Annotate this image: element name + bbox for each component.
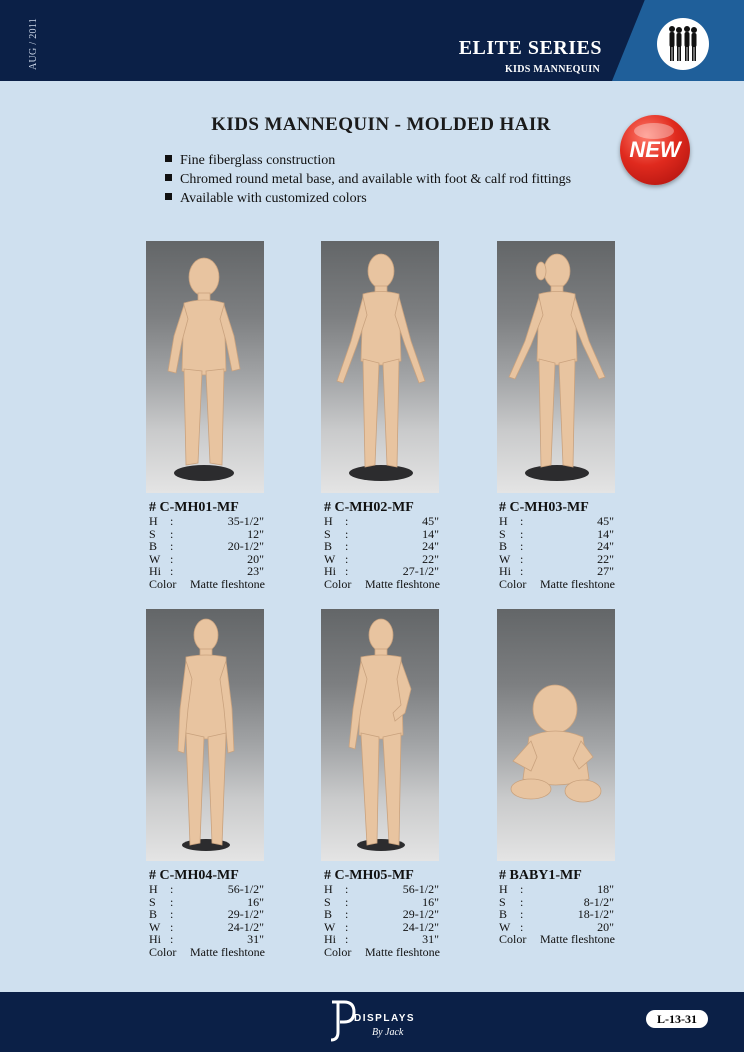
product-spec-baby1	[499, 868, 659, 946]
product-code: # C-MH01-MF	[149, 500, 239, 515]
color-row: Color Matte fleshtone	[324, 576, 440, 591]
spec-row: Hi : 31"	[149, 932, 264, 947]
spec-row: H : 35-1/2"	[149, 514, 264, 528]
spec-row: S : 12"	[149, 526, 264, 541]
product-code: # BABY1-MF	[499, 868, 582, 883]
color-row: Color Matte fleshtone	[149, 576, 265, 591]
spec-row: W : 20"	[149, 551, 264, 566]
standing-child-mannequin-image	[321, 241, 439, 493]
spec-row: Hi : 31"	[324, 932, 439, 947]
product-photo-c-mh03	[497, 241, 615, 493]
brand-tagline: By Jack	[372, 1027, 404, 1038]
product-photo-c-mh05	[321, 609, 439, 861]
spec-row: S : 16"	[149, 894, 264, 909]
product-spec-c-mh02	[324, 500, 484, 591]
feature-item: Chromed round metal base, and available with foot & calf rod fittings	[165, 170, 571, 189]
product-code: # C-MH02-MF	[324, 500, 414, 515]
spec-row: W : 24-1/2"	[149, 919, 264, 934]
color-row: Color Matte fleshtone	[149, 944, 265, 959]
new-badge	[620, 115, 690, 185]
bullet-square-icon	[165, 155, 172, 162]
page-number: L-13-31	[646, 1010, 708, 1028]
spec-row: B : 24"	[324, 539, 439, 554]
spec-row: S : 14"	[499, 526, 614, 541]
product-code: # C-MH03-MF	[499, 500, 589, 515]
series-subtitle: KIDS MANNEQUIN	[504, 64, 600, 75]
product-photo-c-mh02	[321, 241, 439, 493]
product-photo-baby1	[497, 609, 615, 861]
color-row: Color Matte fleshtone	[499, 576, 615, 591]
spec-row: B : 29-1/2"	[149, 907, 264, 922]
spec-row: H : 56-1/2"	[149, 882, 264, 896]
spec-row: H : 45"	[499, 514, 614, 528]
product-code: # C-MH04-MF	[149, 868, 239, 883]
spec-row: B : 20-1/2"	[149, 539, 264, 554]
color-row: Color Matte fleshtone	[499, 932, 615, 947]
standing-child-mannequin-image	[497, 241, 615, 493]
spec-row: B : 29-1/2"	[324, 907, 439, 922]
new-badge-label: NEW	[629, 137, 681, 162]
spec-row: Hi : 23"	[149, 564, 264, 579]
spec-row: W : 22"	[499, 551, 614, 566]
spec-row: Hi : 27-1/2"	[324, 564, 439, 579]
spec-row: S : 14"	[324, 526, 439, 541]
product-spec-c-mh01	[149, 500, 309, 591]
color-row: Color Matte fleshtone	[324, 944, 440, 959]
spec-row: Hi : 27"	[499, 564, 614, 579]
spec-row: H : 45"	[324, 514, 439, 528]
standing-child-mannequin-image	[146, 609, 264, 861]
spec-row: S : 16"	[324, 894, 439, 909]
product-photo-c-mh01	[146, 241, 264, 493]
spec-row: S : 8-1/2"	[499, 894, 614, 909]
product-photo-c-mh04	[146, 609, 264, 861]
spec-row: W : 24-1/2"	[324, 919, 439, 934]
header-bar	[0, 0, 744, 81]
product-spec-c-mh03	[499, 500, 659, 591]
series-title: ELITE SERIES	[458, 37, 602, 59]
standing-child-mannequin-image	[146, 241, 264, 493]
seated-baby-mannequin-image	[497, 609, 615, 861]
standing-child-mannequin-image	[321, 609, 439, 861]
displays-brand-logo-icon	[328, 998, 356, 1044]
bullet-square-icon	[165, 193, 172, 200]
mannequin-figures-icon	[665, 25, 701, 63]
brand-name: DISPLAYS	[354, 1013, 416, 1024]
mannequin-group-logo	[657, 18, 709, 70]
feature-item: Fine fiberglass construction	[165, 151, 571, 170]
product-spec-c-mh05	[324, 868, 484, 959]
page-title: KIDS MANNEQUIN - MOLDED HAIR	[211, 114, 551, 135]
spec-row: B : 24"	[499, 539, 614, 554]
product-spec-c-mh04	[149, 868, 309, 959]
spec-row: W : 20"	[499, 919, 614, 934]
spec-row: H : 56-1/2"	[324, 882, 439, 896]
bullet-square-icon	[165, 174, 172, 181]
feature-item: Available with customized colors	[165, 189, 571, 208]
product-code: # C-MH05-MF	[324, 868, 414, 883]
spec-row: H : 18"	[499, 882, 614, 896]
spec-row: W : 22"	[324, 551, 439, 566]
spec-row: B : 18-1/2"	[499, 907, 614, 922]
issue-date: AUG / 2011	[28, 17, 39, 70]
feature-list	[165, 151, 571, 208]
